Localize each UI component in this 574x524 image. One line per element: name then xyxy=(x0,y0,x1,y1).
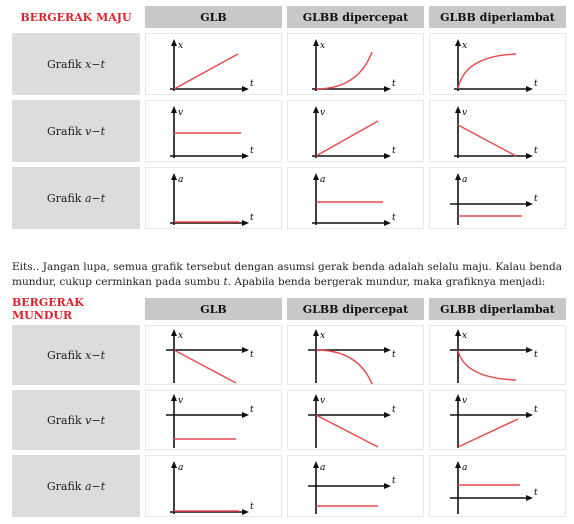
axes-svg xyxy=(146,391,283,451)
curve-line xyxy=(316,121,378,156)
y-axis-label: x xyxy=(178,331,184,341)
y-axis-label: v xyxy=(462,108,468,118)
graph-maju-dipercepat-x-t xyxy=(287,33,424,95)
t-arrow xyxy=(526,153,533,159)
y-arrow xyxy=(455,394,461,401)
t-arrow xyxy=(242,153,249,159)
row-label-t: t xyxy=(100,124,105,138)
axes-svg xyxy=(146,101,283,163)
t-arrow xyxy=(384,412,391,418)
y-arrow xyxy=(313,394,319,401)
y-axis-label: x xyxy=(178,41,184,51)
t-axis-label: t xyxy=(392,213,396,223)
curve-line xyxy=(458,125,516,156)
axes-svg xyxy=(430,101,567,163)
y-axis-label: v xyxy=(178,108,184,118)
row-label-var: v xyxy=(85,124,92,138)
row-label-a-t-maju xyxy=(12,167,140,229)
t-axis-label: t xyxy=(392,350,396,360)
y-axis-label: v xyxy=(320,108,326,118)
row-label-t: t xyxy=(100,57,105,71)
curve-line xyxy=(174,350,236,383)
y-arrow xyxy=(455,39,461,46)
y-axis-label: v xyxy=(462,396,468,406)
curve-line xyxy=(316,415,378,447)
y-arrow xyxy=(313,106,319,113)
graph-maju-diperlambat-x-t xyxy=(429,33,566,95)
t-arrow xyxy=(242,220,249,226)
row-label-prefix: Grafik xyxy=(47,348,82,362)
graph-maju-diperlambat-a-t xyxy=(429,167,566,229)
row-label-var: a xyxy=(84,191,92,205)
t-axis-label: t xyxy=(534,350,538,360)
row-label-x-t-maju xyxy=(12,33,140,95)
graph-maju-glb-v-t xyxy=(145,100,282,162)
y-axis-label: x xyxy=(320,41,326,51)
y-arrow xyxy=(313,39,319,46)
t-axis-label: t xyxy=(534,488,538,498)
y-axis-label: x xyxy=(320,331,326,341)
t-axis-label: t xyxy=(534,405,538,415)
axes-svg xyxy=(288,326,425,386)
header-glbb-diperlambat-maju: GLBB diperlambat xyxy=(429,6,566,28)
curve-line xyxy=(174,54,238,89)
axes-svg xyxy=(430,34,567,96)
t-axis-label: t xyxy=(392,146,396,156)
row-label-t: t xyxy=(100,348,105,362)
y-arrow xyxy=(171,39,177,46)
row-label-prefix: Grafik xyxy=(46,191,82,205)
row-label-var: a xyxy=(84,479,92,493)
t-arrow xyxy=(242,347,249,353)
axes-svg xyxy=(430,391,567,451)
row-label-var: x xyxy=(85,57,92,71)
t-axis-label: t xyxy=(250,405,254,415)
axes-svg xyxy=(146,168,283,230)
y-axis-label: x xyxy=(462,41,468,51)
paragraph-text-after: . Apabila benda bergerak mundur, maka grafiknya menjadi: xyxy=(227,276,546,288)
t-arrow xyxy=(384,347,391,353)
graph-maju-dipercepat-v-t xyxy=(287,100,424,162)
axes-svg xyxy=(430,168,567,230)
y-axis-label: a xyxy=(320,175,326,185)
t-arrow xyxy=(242,412,249,418)
graph-mundur-dipercepat-v-t xyxy=(287,390,424,450)
t-axis-label: t xyxy=(250,79,254,89)
y-arrow xyxy=(171,394,177,401)
y-arrow xyxy=(313,173,319,180)
axes-svg xyxy=(146,326,283,386)
t-axis-label: t xyxy=(250,146,254,156)
curve-line xyxy=(458,419,518,447)
t-arrow xyxy=(526,201,533,207)
y-arrow xyxy=(313,461,319,468)
t-arrow xyxy=(384,220,391,226)
graph-mundur-diperlambat-a-t xyxy=(429,455,566,517)
row-label-prefix: Grafik xyxy=(47,413,82,427)
row-label-v-t-mundur xyxy=(12,390,140,450)
t-axis-label: t xyxy=(392,79,396,89)
t-axis-label: t xyxy=(534,194,538,204)
row-label-prefix: Grafik xyxy=(46,479,82,493)
t-arrow xyxy=(384,153,391,159)
row-label-a-t-mundur xyxy=(12,455,140,517)
explanation-paragraph xyxy=(12,260,562,290)
row-label-t: t xyxy=(100,479,106,493)
t-arrow xyxy=(242,86,249,92)
paragraph-text-before: Eits.. Jangan lupa, semua grafik tersebut dengan asumsi gerak benda adalah selalu maju. Kalau benda mundur, cukup cerminkan pada sumbu xyxy=(12,261,562,288)
curve-decelerating-down xyxy=(458,350,516,380)
section-title-mundur: BERGERAK MUNDUR xyxy=(12,296,84,322)
t-arrow xyxy=(526,347,533,353)
header-glbb-dipercepat-maju: GLBB dipercepat xyxy=(287,6,424,28)
t-axis-label: t xyxy=(392,405,396,415)
y-axis-label: a xyxy=(462,463,468,473)
axes-svg xyxy=(288,101,425,163)
y-axis-label: v xyxy=(320,396,326,406)
t-axis-label: t xyxy=(392,476,396,486)
t-axis-label: t xyxy=(250,502,254,512)
row-label-minus: − xyxy=(91,57,101,71)
header-glbb-diperlambat-mundur: GLBB diperlambat xyxy=(429,298,566,320)
y-axis-label: a xyxy=(178,463,184,473)
graph-maju-glb-a-t xyxy=(145,167,282,229)
y-arrow xyxy=(455,329,461,336)
paragraph-var-t: t xyxy=(223,276,228,288)
graph-maju-diperlambat-v-t xyxy=(429,100,566,162)
header-glbb-dipercepat-mundur: GLBB dipercepat xyxy=(287,298,424,320)
axes-svg xyxy=(288,456,425,518)
row-label-var: x xyxy=(85,348,92,362)
axes-svg xyxy=(430,326,567,386)
axes-svg xyxy=(288,168,425,230)
curve-parabola-down xyxy=(316,350,372,384)
t-arrow xyxy=(384,86,391,92)
graph-mundur-dipercepat-x-t xyxy=(287,325,424,385)
y-arrow xyxy=(171,106,177,113)
graph-maju-glb-x-t xyxy=(145,33,282,95)
header-glb-mundur: GLB xyxy=(145,298,282,320)
axes-svg xyxy=(146,34,283,96)
y-arrow xyxy=(171,329,177,336)
t-arrow xyxy=(526,495,533,501)
axes-svg xyxy=(288,34,425,96)
graph-mundur-glb-x-t xyxy=(145,325,282,385)
axes-svg xyxy=(146,456,283,518)
t-axis-label: t xyxy=(250,350,254,360)
row-label-minus: − xyxy=(91,191,101,205)
y-axis-label: x xyxy=(462,331,468,341)
graph-mundur-dipercepat-a-t xyxy=(287,455,424,517)
y-axis-label: v xyxy=(178,396,184,406)
graph-mundur-diperlambat-x-t xyxy=(429,325,566,385)
t-arrow xyxy=(526,86,533,92)
t-arrow xyxy=(242,509,249,515)
y-arrow xyxy=(455,173,461,180)
graph-mundur-diperlambat-v-t xyxy=(429,390,566,450)
graph-mundur-glb-v-t xyxy=(145,390,282,450)
graph-maju-dipercepat-a-t xyxy=(287,167,424,229)
y-arrow xyxy=(171,461,177,468)
axes-svg xyxy=(430,456,567,518)
row-label-minus: − xyxy=(91,348,101,362)
y-arrow xyxy=(313,329,319,336)
row-label-minus: − xyxy=(91,124,101,138)
row-label-minus: − xyxy=(91,479,101,493)
row-label-var: v xyxy=(85,413,92,427)
axes-svg xyxy=(288,391,425,451)
y-axis-label: a xyxy=(462,175,468,185)
header-glb-maju: GLB xyxy=(145,6,282,28)
curve-decelerating xyxy=(458,54,516,89)
row-label-t: t xyxy=(100,191,106,205)
t-axis-label: t xyxy=(534,146,538,156)
row-label-v-t-maju xyxy=(12,100,140,162)
row-label-x-t-mundur xyxy=(12,325,140,385)
row-label-prefix: Grafik xyxy=(47,124,82,138)
row-label-prefix: Grafik xyxy=(47,57,82,71)
y-arrow xyxy=(455,106,461,113)
y-axis-label: a xyxy=(178,175,184,185)
section-title-maju: BERGERAK MAJU xyxy=(20,10,132,24)
row-label-t: t xyxy=(100,413,105,427)
graph-mundur-glb-a-t xyxy=(145,455,282,517)
t-arrow xyxy=(526,412,533,418)
curve-parabola-up xyxy=(316,52,372,89)
t-axis-label: t xyxy=(250,213,254,223)
t-arrow xyxy=(384,483,391,489)
y-arrow xyxy=(171,173,177,180)
y-axis-label: a xyxy=(320,463,326,473)
y-arrow xyxy=(455,461,461,468)
t-axis-label: t xyxy=(534,79,538,89)
row-label-minus: − xyxy=(91,413,101,427)
